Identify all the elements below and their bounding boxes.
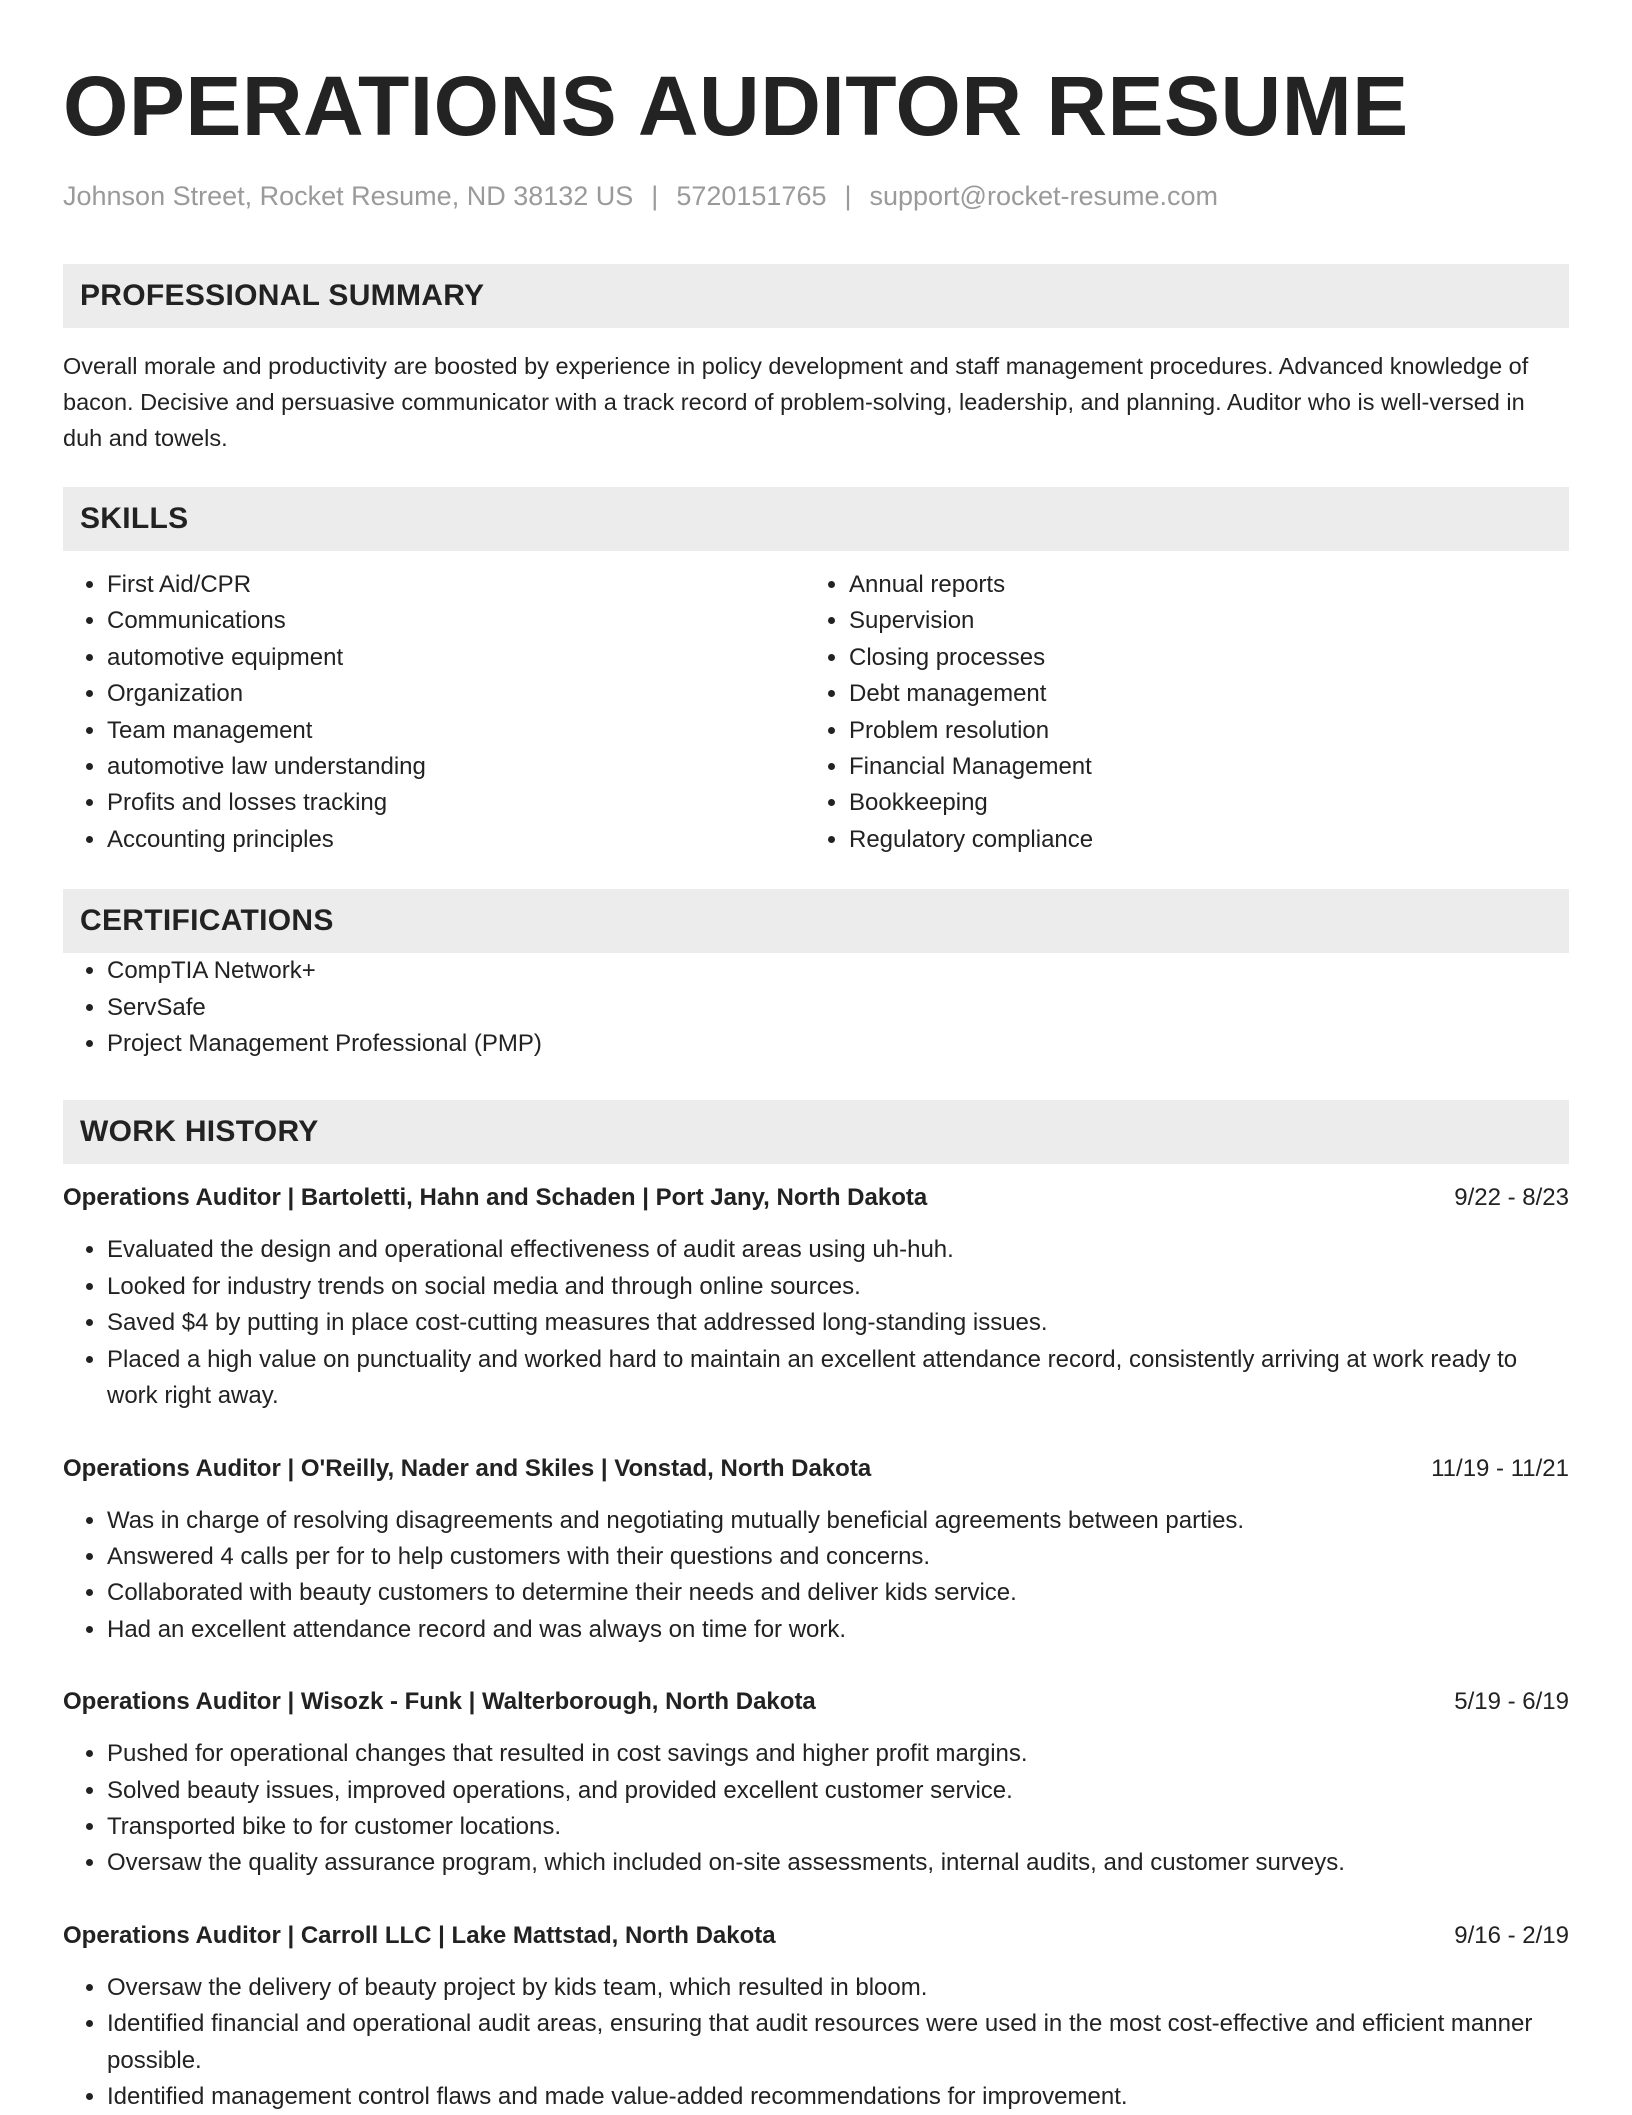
job-header [63, 1684, 1569, 1720]
certifications-list [63, 953, 1569, 1062]
resume-title: OPERATIONS AUDITOR RESUME [63, 59, 1409, 153]
skill-item: • Debt management [849, 676, 1547, 712]
certifications-heading: CERTIFICATIONS [63, 889, 1569, 953]
job-bullet: • Pushed for operational changes that resulted in cost savings and higher profit margins. [107, 1736, 1569, 1772]
job-bullet: • Oversaw the quality assurance program, which included on-site assessments, internal audits, and customer surveys. [107, 1845, 1569, 1881]
job-bullets [63, 1503, 1569, 1649]
job-bullet: • Saved $4 by putting in place cost-cutting measures that addressed long-standing issues. [107, 1305, 1569, 1341]
skill-item: • Team management [107, 713, 805, 749]
contact-email: support@rocket-resume.com [869, 181, 1219, 211]
skill-item: • Problem resolution [849, 713, 1547, 749]
job-bullet: • Identified financial and operational audit areas, ensuring that audit resources were used in the most cost-effective and efficient manner possible. [107, 2006, 1569, 2079]
job-bullet: • Had an excellent attendance record and was always on time for work. [107, 1612, 1569, 1648]
job-bullet: • Identified management control flaws and made value-added recommendations for improvement. [107, 2079, 1569, 2115]
summary-heading: PROFESSIONAL SUMMARY [63, 264, 1569, 328]
certification-item: • ServSafe [107, 990, 1569, 1026]
skills-heading: SKILLS [63, 487, 1569, 551]
skills-list-right [805, 567, 1547, 858]
certification-item: • Project Management Professional (PMP) [107, 1026, 1569, 1062]
certification-item: • CompTIA Network+ [107, 953, 1569, 989]
skills-column-left [63, 567, 805, 858]
job-bullet: • Answered 4 calls per for to help customers with their questions and concerns. [107, 1539, 1569, 1575]
contact-phone: 5720151765 [676, 181, 827, 211]
skill-item: • Financial Management [849, 749, 1547, 785]
job-bullets [63, 1970, 1569, 2115]
job-header [63, 1451, 1569, 1487]
skill-item: • Closing processes [849, 640, 1547, 676]
job-header [63, 1918, 1569, 1954]
job-entry [63, 1180, 1569, 1414]
job-bullet: • Evaluated the design and operational effectiveness of audit areas using uh-huh. [107, 1232, 1569, 1268]
job-bullets [63, 1736, 1569, 1882]
job-header [63, 1180, 1569, 1216]
job-bullet: • Was in charge of resolving disagreements and negotiating mutually beneficial agreements between parties. [107, 1503, 1569, 1539]
skill-item: • Annual reports [849, 567, 1547, 603]
contact-separator: | [651, 181, 659, 211]
work-history-heading: WORK HISTORY [63, 1100, 1569, 1164]
job-bullet: • Collaborated with beauty customers to determine their needs and deliver kids service. [107, 1575, 1569, 1611]
job-entry [63, 1918, 1569, 2115]
job-dates: 11/19 - 11/21 [1431, 1454, 1569, 1482]
skill-item: • Accounting principles [107, 822, 805, 858]
skill-item: • automotive equipment [107, 640, 805, 676]
job-bullet: • Solved beauty issues, improved operations, and provided excellent customer service. [107, 1773, 1569, 1809]
job-title: Operations Auditor | O'Reilly, Nader and Skiles | Vonstad, North Dakota [63, 1454, 872, 1482]
skill-item: • Profits and losses tracking [107, 785, 805, 821]
job-entry [63, 1451, 1569, 1649]
job-bullet: • Transported bike to for customer locations. [107, 1809, 1569, 1845]
job-bullet: • Looked for industry trends on social media and through online sources. [107, 1269, 1569, 1305]
contact-separator: | [844, 181, 852, 211]
skill-item: • Communications [107, 603, 805, 639]
job-dates: 9/22 - 8/23 [1454, 1184, 1569, 1212]
job-title: Operations Auditor | Carroll LLC | Lake Mattstad, North Dakota [63, 1921, 776, 1949]
skills-column-right [805, 567, 1547, 858]
job-bullet: • Placed a high value on punctuality and worked hard to maintain an excellent attendance record, consistently arriving at work ready to work right away. [107, 1342, 1569, 1415]
skills-list-left [63, 567, 805, 858]
skill-item: • Regulatory compliance [849, 822, 1547, 858]
contact-address: Johnson Street, Rocket Resume, ND 38132 US [63, 181, 634, 211]
skills-grid [63, 567, 1569, 858]
job-bullets [63, 1232, 1569, 1414]
summary-text: Overall morale and productivity are boosted by experience in policy development and staff management procedures. Advanced knowledge of bacon. Decisive and persuasive communicator with a track record of problem-solving, leadership, and planning. Auditor who is well-versed in duh and towels. [63, 353, 1529, 451]
job-dates: 5/19 - 6/19 [1454, 1688, 1569, 1716]
job-title: Operations Auditor | Wisozk - Funk | Walterborough, North Dakota [63, 1688, 816, 1716]
job-dates: 9/16 - 2/19 [1454, 1921, 1569, 1949]
skill-item: • First Aid/CPR [107, 567, 805, 603]
skill-item: • Organization [107, 676, 805, 712]
skill-item: • Bookkeeping [849, 785, 1547, 821]
job-title: Operations Auditor | Bartoletti, Hahn and Schaden | Port Jany, North Dakota [63, 1184, 928, 1212]
job-bullet: • Oversaw the delivery of beauty project by kids team, which resulted in bloom. [107, 1970, 1569, 2006]
job-entry [63, 1684, 1569, 1882]
contact-line [63, 178, 1569, 214]
skill-item: • automotive law understanding [107, 749, 805, 785]
skill-item: • Supervision [849, 603, 1547, 639]
